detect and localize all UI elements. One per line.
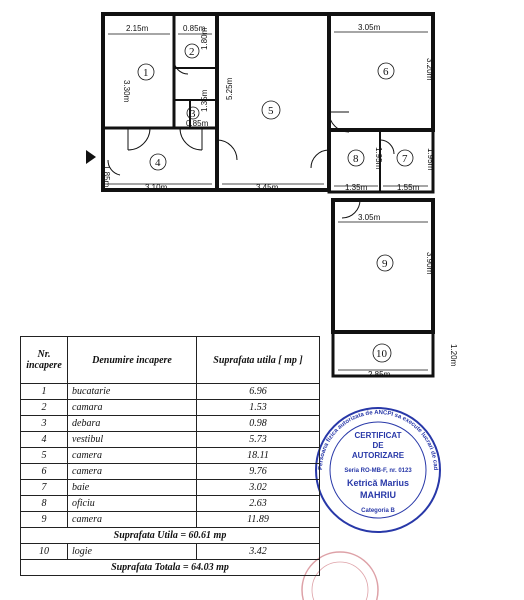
- stamp-line-2: DE: [372, 441, 384, 450]
- row-area: 11.89: [197, 512, 320, 528]
- dim-1-20: 1.20m: [449, 344, 458, 367]
- header-name: Denumire incapere: [68, 337, 197, 384]
- room-number-8: 8: [353, 153, 359, 165]
- dim-1-35: 1.35m: [200, 89, 209, 112]
- room-number-10: 10: [376, 348, 387, 360]
- room-number-3: 3: [190, 108, 196, 120]
- dim-2-85: 2.85m: [368, 370, 391, 379]
- table-row: [21, 416, 320, 432]
- room-number-5: 5: [268, 105, 274, 117]
- stamp-line-3: AUTORIZARE: [351, 451, 405, 460]
- room-numbers: [143, 46, 408, 360]
- room-number-9: 9: [382, 258, 388, 270]
- row-nr: 2: [21, 400, 68, 416]
- room-number-6: 6: [383, 66, 389, 78]
- room-number-2: 2: [189, 46, 195, 58]
- row-nr: 8: [21, 496, 68, 512]
- stamp-line-1: CERTIFICAT: [354, 431, 402, 440]
- dim-2-15: 2.15m: [126, 24, 149, 33]
- room-number-4: 4: [155, 157, 161, 169]
- dim-3-30: 3.30m: [122, 80, 131, 103]
- row-area: 18.11: [197, 448, 320, 464]
- dim-1-85: 1.85m: [102, 165, 111, 188]
- stamp-series: Seria RO-MB-F, nr. 0123: [344, 468, 412, 474]
- door-swings: [108, 60, 394, 218]
- dim-3-90: 3.90m: [425, 252, 434, 275]
- area-table: [20, 336, 320, 576]
- dim-3-45: 3.45m: [256, 183, 279, 192]
- row-nr: 10: [21, 544, 68, 560]
- row-name: vestibul: [68, 432, 197, 448]
- table-row: [21, 384, 320, 400]
- dim-3-05-top: 3.05m: [358, 23, 381, 32]
- wall-room-5: [217, 14, 329, 190]
- table-row: [21, 400, 320, 416]
- stamp-ring-text: Persoana fizica autorizata de ANCPI sa execute lucrari de cad: [317, 409, 439, 471]
- table-row: [21, 464, 320, 480]
- row-nr: 9: [21, 512, 68, 528]
- row-nr: 7: [21, 480, 68, 496]
- room-number-7: 7: [402, 153, 408, 165]
- row-area: 3.02: [197, 480, 320, 496]
- grand-total: Suprafata Totala = 64.03 mp: [21, 560, 320, 576]
- table-row: [21, 544, 320, 560]
- row-name: debara: [68, 416, 197, 432]
- row-area: 9.76: [197, 464, 320, 480]
- table-row: [21, 480, 320, 496]
- row-area: 3.42: [197, 544, 320, 560]
- stamp-surname: MAHRIU: [360, 490, 396, 500]
- dim-3-05-mid: 3.05m: [358, 213, 381, 222]
- row-name: baie: [68, 480, 197, 496]
- dim-1-95-a: 1.95m: [374, 147, 383, 170]
- row-area: 5.73: [197, 432, 320, 448]
- dim-1-35-b: 1.35m: [345, 183, 368, 192]
- row-area: 2.63: [197, 496, 320, 512]
- row-name: oficiu: [68, 496, 197, 512]
- row-nr: 3: [21, 416, 68, 432]
- header-area: Suprafata utila [ mp ]: [197, 337, 320, 384]
- stamp-name: Ketrică Marius: [346, 478, 410, 488]
- dim-3-20: 3.20m: [425, 58, 434, 81]
- row-nr: 1: [21, 384, 68, 400]
- table-header-row: [21, 337, 320, 384]
- row-name: camera: [68, 512, 197, 528]
- row-nr: 6: [21, 464, 68, 480]
- row-area: 6.96: [197, 384, 320, 400]
- room-number-1: 1: [143, 67, 149, 79]
- grand-total-row: [21, 560, 320, 576]
- table-row: [21, 496, 320, 512]
- row-nr: 4: [21, 432, 68, 448]
- row-area: 0.98: [197, 416, 320, 432]
- dim-0-85-top: 0.85m: [183, 24, 206, 33]
- row-name: camera: [68, 464, 197, 480]
- room-markers: [138, 44, 413, 362]
- row-name: camera: [68, 448, 197, 464]
- dim-1-80: 1.80m: [200, 27, 209, 50]
- table-row: [21, 448, 320, 464]
- dim-3-10: 3.10m: [145, 183, 168, 192]
- useful-total: Suprafata Utila = 60.61 mp: [21, 528, 320, 544]
- header-nr: Nr. incapere: [21, 337, 68, 384]
- row-name: bucatarie: [68, 384, 197, 400]
- useful-total-row: [21, 528, 320, 544]
- row-name: camara: [68, 400, 197, 416]
- dim-5-25: 5.25m: [225, 77, 234, 100]
- table-row: [21, 512, 320, 528]
- dim-1-55: 1.55m: [397, 183, 420, 192]
- row-nr: 5: [21, 448, 68, 464]
- wall-room-6: [329, 14, 433, 130]
- entrance-arrow-icon: [86, 150, 96, 164]
- stamp-category: Categoria B: [361, 508, 395, 514]
- row-name: logie: [68, 544, 197, 560]
- dim-1-95-b: 1.95m: [426, 148, 435, 171]
- row-area: 1.53: [197, 400, 320, 416]
- dim-0-85-mid: 0.85m: [186, 119, 209, 128]
- table-row: [21, 432, 320, 448]
